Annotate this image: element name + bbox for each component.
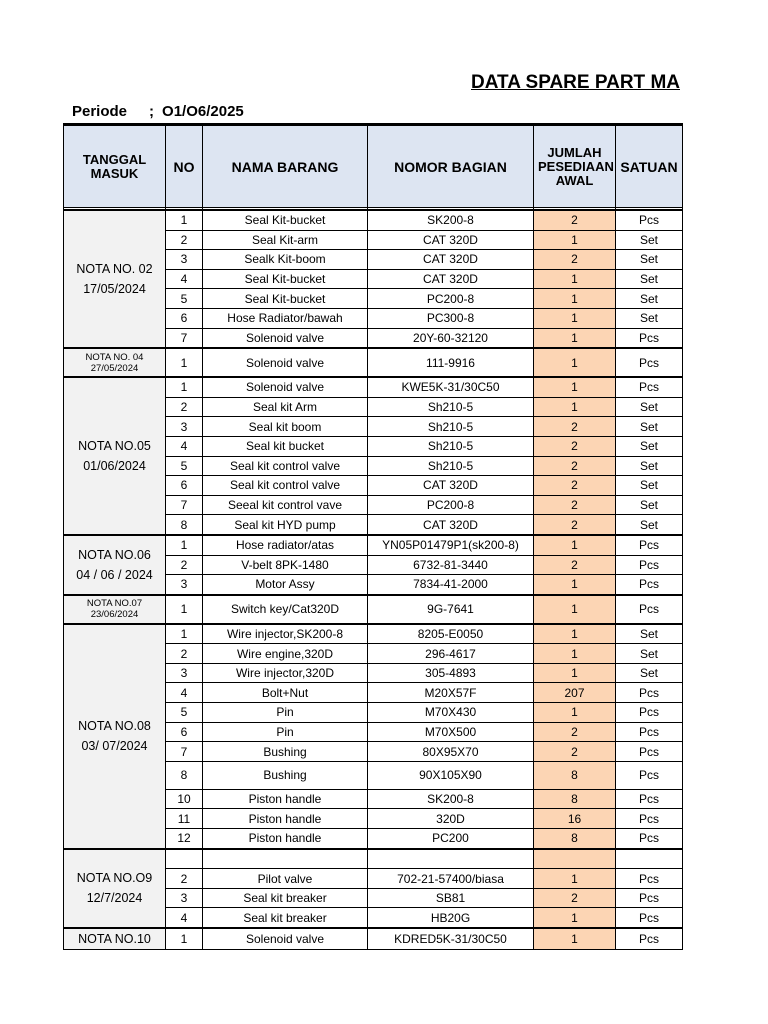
row-nomor-bagian: 111-9916 [368, 348, 534, 377]
row-satuan: Set [616, 663, 683, 683]
row-no: 4 [166, 436, 203, 456]
row-jumlah: 2 [534, 495, 616, 515]
row-nomor-bagian: CAT 320D [368, 476, 534, 496]
row-jumlah: 1 [534, 624, 616, 644]
row-jumlah: 1 [534, 663, 616, 683]
row-satuan: Set [616, 644, 683, 664]
table-row [64, 624, 683, 644]
row-nama-barang: Seal kit Arm [203, 397, 368, 417]
row-nomor-bagian: CAT 320D [368, 230, 534, 250]
row-no: 7 [166, 742, 203, 762]
row-nama-barang: Pilot valve [203, 869, 368, 889]
row-no: 2 [166, 230, 203, 250]
row-no: 12 [166, 829, 203, 849]
row-no: 1 [166, 595, 203, 624]
row-jumlah: 2 [534, 888, 616, 908]
row-nomor-bagian: CAT 320D [368, 515, 534, 535]
row-jumlah: 1 [534, 928, 616, 950]
nota-number: NOTA NO.08 [78, 719, 151, 734]
nota-number: NOTA NO. 04 [85, 351, 144, 363]
header-nomor-bagian: NOMOR BAGIAN [368, 125, 534, 208]
row-satuan: Pcs [616, 683, 683, 703]
row-nomor-bagian: CAT 320D [368, 269, 534, 289]
row-nama-barang: V-belt 8PK-1480 [203, 555, 368, 575]
tanggal-masuk-cell [64, 348, 166, 377]
row-nomor-bagian: 6732-81-3440 [368, 555, 534, 575]
tanggal-masuk-cell [64, 595, 166, 624]
row-nama-barang: Solenoid valve [203, 377, 368, 397]
row-nomor-bagian: SK200-8 [368, 789, 534, 809]
nota-date: 12/7/2024 [86, 891, 143, 906]
document-title: DATA SPARE PART MA [471, 72, 680, 93]
row-nomor-bagian: PC200 [368, 829, 534, 849]
row-nama-barang: Seal Kit-bucket [203, 289, 368, 309]
table-body [64, 208, 683, 950]
row-jumlah: 1 [534, 703, 616, 723]
row-no: 4 [166, 908, 203, 928]
tanggal-masuk-cell [64, 210, 166, 348]
row-nama-barang: Wire injector,SK200-8 [203, 624, 368, 644]
row-nama-barang: Seal kit boom [203, 417, 368, 437]
tanggal-masuk-cell [64, 928, 166, 950]
row-jumlah: 1 [534, 575, 616, 595]
row-no: 3 [166, 663, 203, 683]
row-no: 2 [166, 869, 203, 889]
row-no: 1 [166, 348, 203, 377]
periode-separator: ; [149, 103, 155, 120]
row-jumlah: 1 [534, 908, 616, 928]
nota-number: NOTA NO.06 [78, 547, 151, 562]
row-nomor-bagian: SB81 [368, 888, 534, 908]
row-satuan: Set [616, 269, 683, 289]
row-nama-barang: Seeal kit control vave [203, 495, 368, 515]
row-satuan: Set [616, 624, 683, 644]
row-nomor-bagian: CAT 320D [368, 250, 534, 270]
row-no: 6 [166, 722, 203, 742]
row-satuan: Set [616, 417, 683, 437]
row-jumlah: 2 [534, 250, 616, 270]
row-jumlah: 1 [534, 328, 616, 348]
row-nama-barang: Solenoid valve [203, 928, 368, 950]
row-jumlah: 2 [534, 722, 616, 742]
row-nama-barang: Piston handle [203, 829, 368, 849]
row-nomor-bagian: HB20G [368, 908, 534, 928]
row-nomor-bagian: YN05P01479P1(sk200-8) [368, 535, 534, 555]
row-jumlah: 2 [534, 555, 616, 575]
row-no: 5 [166, 456, 203, 476]
row-nama-barang: Motor Assy [203, 575, 368, 595]
nota-date: 23/06/2024 [90, 609, 139, 621]
row-nomor-bagian: KDRED5K-31/30C50 [368, 928, 534, 950]
row-nama-barang: Solenoid valve [203, 348, 368, 377]
row-jumlah: 1 [534, 289, 616, 309]
table-row [64, 535, 683, 555]
row-nama-barang: Seal Kit-bucket [203, 269, 368, 289]
row-satuan [616, 849, 683, 869]
row-jumlah: 207 [534, 683, 616, 703]
row-nama-barang: Bushing [203, 761, 368, 789]
row-satuan: Pcs [616, 722, 683, 742]
periode-label: Periode [72, 103, 128, 120]
row-nama-barang [203, 849, 368, 869]
row-nama-barang: Bolt+Nut [203, 683, 368, 703]
row-jumlah: 16 [534, 809, 616, 829]
nota-number: NOTA NO. 02 [76, 262, 153, 277]
nota-date: 27/05/2024 [90, 362, 139, 374]
row-no: 11 [166, 809, 203, 829]
row-nomor-bagian: SK200-8 [368, 210, 534, 230]
row-satuan: Pcs [616, 555, 683, 575]
row-nama-barang: Pin [203, 703, 368, 723]
row-nomor-bagian: 80X95X70 [368, 742, 534, 762]
row-jumlah: 1 [534, 348, 616, 377]
tanggal-masuk-cell [64, 377, 166, 535]
row-no: 2 [166, 555, 203, 575]
row-nomor-bagian: 20Y-60-32120 [368, 328, 534, 348]
row-jumlah: 2 [534, 515, 616, 535]
table-row [64, 210, 683, 230]
row-satuan: Set [616, 397, 683, 417]
header-jumlah-pesediaan-awal: JUMLAH PESEDIAAN AWAL [534, 125, 616, 208]
periode-value: O1/O6/2025 [162, 103, 244, 120]
row-nomor-bagian: M70X430 [368, 703, 534, 723]
row-satuan: Pcs [616, 742, 683, 762]
row-jumlah: 1 [534, 269, 616, 289]
row-no: 1 [166, 377, 203, 397]
row-nomor-bagian: PC200-8 [368, 289, 534, 309]
row-jumlah: 2 [534, 210, 616, 230]
row-nomor-bagian: 90X105X90 [368, 761, 534, 789]
row-no: 4 [166, 683, 203, 703]
row-jumlah [534, 849, 616, 869]
row-satuan: Set [616, 230, 683, 250]
row-jumlah: 8 [534, 789, 616, 809]
row-satuan: Set [616, 476, 683, 496]
nota-number: NOTA NO.05 [78, 439, 151, 454]
row-nomor-bagian: PC300-8 [368, 308, 534, 328]
row-jumlah: 2 [534, 417, 616, 437]
row-satuan: Pcs [616, 703, 683, 723]
row-no: 6 [166, 308, 203, 328]
row-nama-barang: Wire injector,320D [203, 663, 368, 683]
row-nama-barang: Hose radiator/atas [203, 535, 368, 555]
row-nomor-bagian: 9G-7641 [368, 595, 534, 624]
row-no: 2 [166, 644, 203, 664]
row-nomor-bagian: M70X500 [368, 722, 534, 742]
row-satuan: Pcs [616, 595, 683, 624]
row-satuan: Set [616, 289, 683, 309]
row-satuan: Pcs [616, 210, 683, 230]
row-jumlah: 1 [534, 869, 616, 889]
row-no: 8 [166, 515, 203, 535]
nota-date: 04 / 06 / 2024 [76, 567, 153, 582]
row-nama-barang: Seal kit breaker [203, 888, 368, 908]
row-satuan: Set [616, 456, 683, 476]
row-nama-barang: Seal Kit-arm [203, 230, 368, 250]
tanggal-masuk-cell [64, 624, 166, 849]
row-jumlah: 1 [534, 397, 616, 417]
header-no: NO [166, 125, 203, 208]
row-no: 7 [166, 328, 203, 348]
table-row [64, 849, 683, 869]
row-nomor-bagian: 702-21-57400/biasa [368, 869, 534, 889]
row-nomor-bagian: 7834-41-2000 [368, 575, 534, 595]
row-satuan: Pcs [616, 908, 683, 928]
row-nama-barang: Switch key/Cat320D [203, 595, 368, 624]
row-no: 1 [166, 210, 203, 230]
row-no: 3 [166, 250, 203, 270]
row-nomor-bagian: KWE5K-31/30C50 [368, 377, 534, 397]
header-tanggal-masuk: TANGGAL MASUK [64, 125, 166, 208]
row-satuan: Set [616, 495, 683, 515]
row-no [166, 849, 203, 869]
row-no: 3 [166, 888, 203, 908]
row-satuan: Pcs [616, 377, 683, 397]
row-nama-barang: Piston handle [203, 809, 368, 829]
row-satuan: Set [616, 515, 683, 535]
row-nama-barang: Seal kit control valve [203, 476, 368, 496]
row-jumlah: 1 [534, 230, 616, 250]
row-satuan: Pcs [616, 348, 683, 377]
table-row [64, 595, 683, 624]
row-nama-barang: Seal kit bucket [203, 436, 368, 456]
row-nomor-bagian: 320D [368, 809, 534, 829]
tanggal-masuk-cell [64, 535, 166, 595]
row-nomor-bagian: Sh210-5 [368, 436, 534, 456]
row-nomor-bagian: M20X57F [368, 683, 534, 703]
table-row [64, 348, 683, 377]
row-jumlah: 1 [534, 377, 616, 397]
row-no: 1 [166, 624, 203, 644]
row-satuan: Set [616, 308, 683, 328]
row-no: 5 [166, 289, 203, 309]
row-jumlah: 1 [534, 595, 616, 624]
row-no: 3 [166, 417, 203, 437]
row-satuan: Pcs [616, 888, 683, 908]
row-jumlah: 2 [534, 456, 616, 476]
spare-part-table [63, 123, 683, 950]
row-no: 4 [166, 269, 203, 289]
nota-date: 03/ 07/2024 [81, 739, 148, 754]
row-jumlah: 1 [534, 644, 616, 664]
nota-number: NOTA NO.10 [78, 932, 151, 946]
row-nama-barang: Pin [203, 722, 368, 742]
row-jumlah: 2 [534, 476, 616, 496]
row-nomor-bagian: Sh210-5 [368, 417, 534, 437]
row-satuan: Pcs [616, 809, 683, 829]
row-nama-barang: Seal Kit-bucket [203, 210, 368, 230]
row-satuan: Pcs [616, 328, 683, 348]
row-nama-barang: Solenoid valve [203, 328, 368, 348]
periode-line [72, 103, 244, 120]
row-satuan: Pcs [616, 761, 683, 789]
row-no: 1 [166, 928, 203, 950]
header-nama-barang: NAMA BARANG [203, 125, 368, 208]
row-no: 5 [166, 703, 203, 723]
row-no: 7 [166, 495, 203, 515]
row-jumlah: 8 [534, 829, 616, 849]
row-no: 8 [166, 761, 203, 789]
row-satuan: Pcs [616, 575, 683, 595]
row-satuan: Pcs [616, 789, 683, 809]
row-nama-barang: Sealk Kit-boom [203, 250, 368, 270]
nota-date: 17/05/2024 [83, 282, 146, 297]
row-no: 6 [166, 476, 203, 496]
table-row [64, 928, 683, 950]
row-nama-barang: Wire engine,320D [203, 644, 368, 664]
row-jumlah: 2 [534, 742, 616, 762]
nota-number: NOTA NO.07 [86, 598, 143, 610]
row-satuan: Set [616, 250, 683, 270]
row-nama-barang: Seal kit control valve [203, 456, 368, 476]
nota-number: NOTA NO.O9 [76, 871, 153, 886]
row-no: 2 [166, 397, 203, 417]
row-no: 3 [166, 575, 203, 595]
row-nomor-bagian: 8205-E0050 [368, 624, 534, 644]
row-nama-barang: Bushing [203, 742, 368, 762]
row-nama-barang: Seal kit breaker [203, 908, 368, 928]
row-nomor-bagian: PC200-8 [368, 495, 534, 515]
row-nomor-bagian [368, 849, 534, 869]
row-satuan: Pcs [616, 535, 683, 555]
row-nomor-bagian: Sh210-5 [368, 456, 534, 476]
row-satuan: Pcs [616, 928, 683, 950]
nota-date: 01/06/2024 [83, 459, 146, 474]
header-satuan: SATUAN [616, 125, 683, 208]
row-jumlah: 1 [534, 308, 616, 328]
row-jumlah: 2 [534, 436, 616, 456]
row-nomor-bagian: 296-4617 [368, 644, 534, 664]
header-row [64, 125, 683, 208]
row-satuan: Set [616, 436, 683, 456]
row-no: 1 [166, 535, 203, 555]
table-row [64, 377, 683, 397]
row-nama-barang: Piston handle [203, 789, 368, 809]
row-jumlah: 1 [534, 535, 616, 555]
row-nama-barang: Seal kit HYD pump [203, 515, 368, 535]
row-nomor-bagian: Sh210-5 [368, 397, 534, 417]
row-satuan: Pcs [616, 829, 683, 849]
row-nama-barang: Hose Radiator/bawah [203, 308, 368, 328]
row-satuan: Pcs [616, 869, 683, 889]
row-nomor-bagian: 305-4893 [368, 663, 534, 683]
row-jumlah: 8 [534, 761, 616, 789]
tanggal-masuk-cell [64, 849, 166, 928]
row-no: 10 [166, 789, 203, 809]
